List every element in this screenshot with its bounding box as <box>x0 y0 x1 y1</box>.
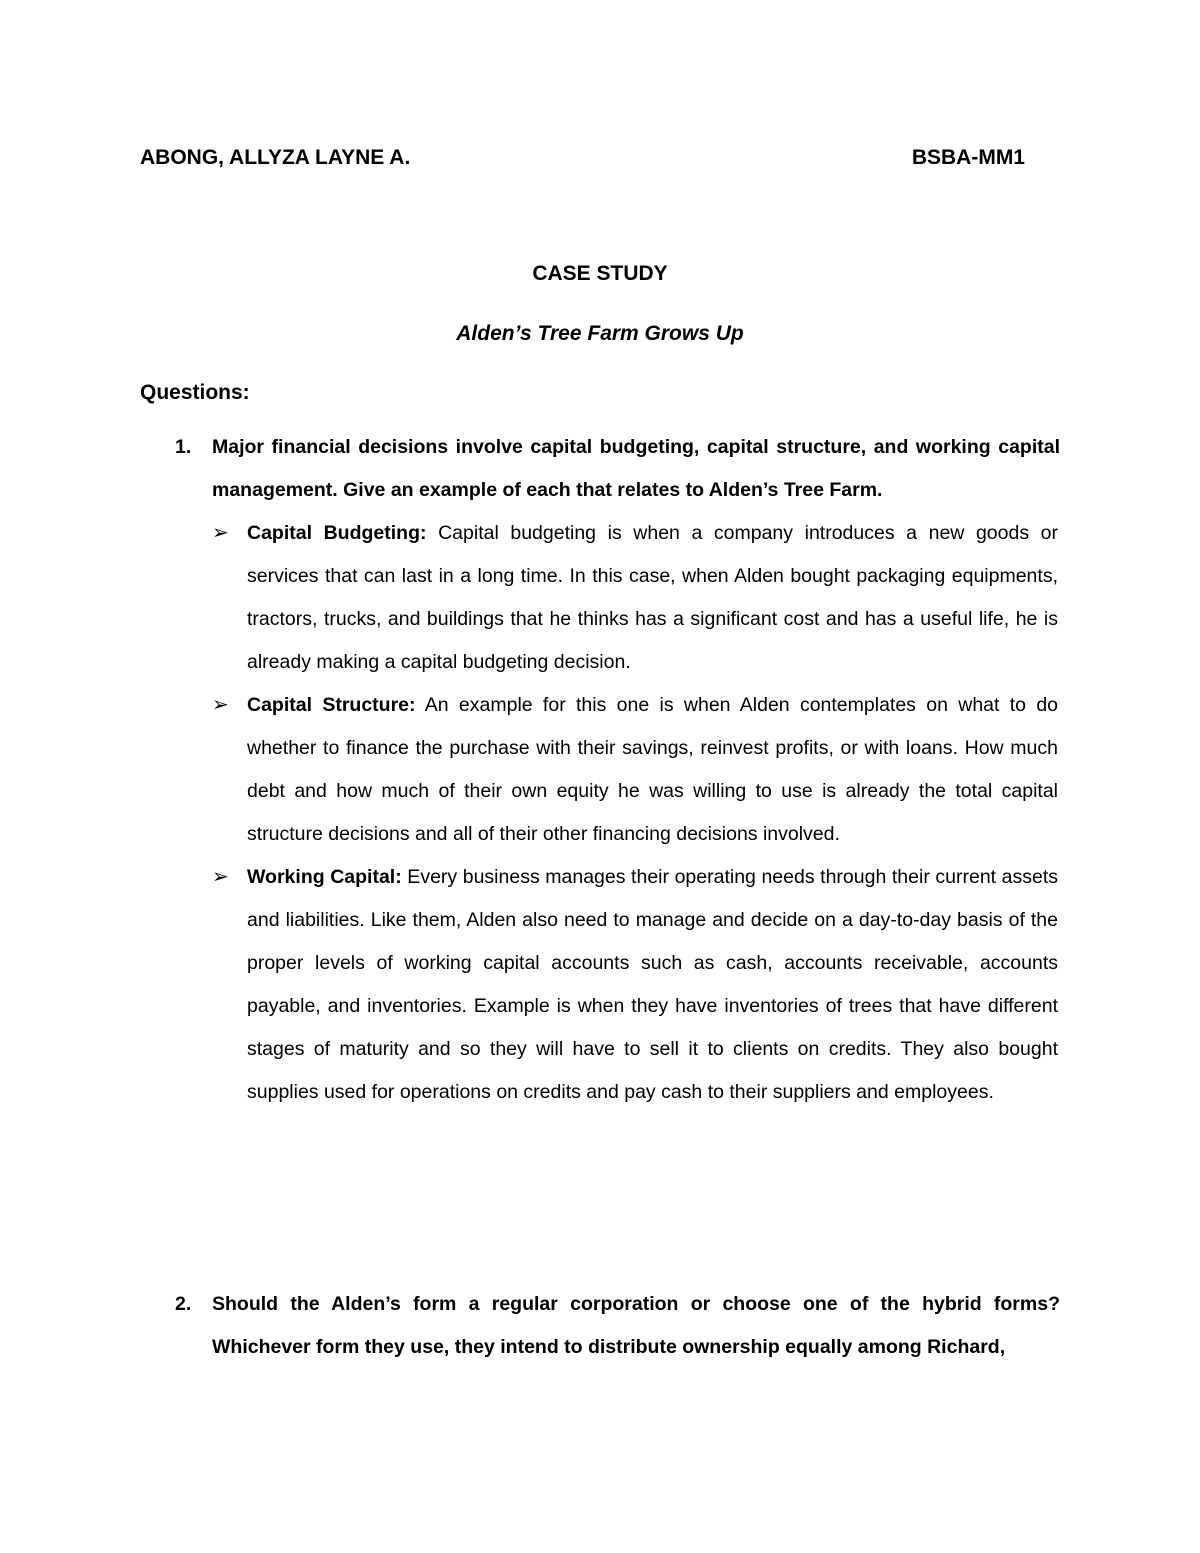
question-text: Major financial decisions involve capital budgeting, capital structure, and working capital management. Give an example of each that relates to Alden’s Tree Farm. <box>212 436 1060 501</box>
answer-lead: Capital Structure: <box>247 694 416 716</box>
answer-capital-structure <box>212 684 1058 856</box>
arrow-bullet-icon: ➢ <box>212 694 229 716</box>
answer-body: An example for this one is when Alden contemplates on what to do whether to finance the purchase with their savings, reinvest profits, or with loans. How much debt and how much of their own equity he was willing to use is already the total capital structure decisions and all of their other financing decisions involved. <box>247 694 1059 845</box>
answer-working-capital <box>212 856 1058 1114</box>
document-title: CASE STUDY <box>532 262 668 285</box>
arrow-bullet-icon: ➢ <box>212 522 229 544</box>
question-1 <box>175 426 1060 512</box>
answer-body: Capital budgeting is when a company introduces a new goods or services that can last in a long time. In this case, when Alden bought packaging equipments, tractors, trucks, and buildings that he thinks has a significant cost and has a useful life, he is already making a capital budgeting decision. <box>247 522 1059 673</box>
question-number: 2. <box>175 1293 192 1315</box>
answer-lead: Working Capital: <box>247 866 402 888</box>
document-subtitle: Alden’s Tree Farm Grows Up <box>456 322 744 345</box>
answer-body: Every business manages their operating needs through their current assets and liabilities. Like them, Alden also need to manage and decide on a day-to-day basis of the proper levels of working capital accounts such as cash, accounts receivable, accounts payable, and inventories. Example is when they have inventories of trees that have different stages of maturity and so they will have to sell it to clients on credits. They also bought supplies used for operations on credits and pay cash to their suppliers and employees. <box>247 866 1059 1103</box>
student-name: ABONG, ALLYZA LAYNE A. <box>140 146 411 169</box>
document-header <box>140 146 1025 170</box>
answer-capital-budgeting <box>212 512 1058 684</box>
question-2 <box>175 1283 1060 1369</box>
student-section: BSBA-MM1 <box>911 146 1025 169</box>
answer-list <box>212 512 1058 1114</box>
answer-lead: Capital Budgeting: <box>247 522 427 544</box>
arrow-bullet-icon: ➢ <box>212 866 229 888</box>
questions-heading: Questions: <box>140 381 250 404</box>
question-number: 1. <box>175 436 192 458</box>
question-text: Should the Alden’s form a regular corporation or choose one of the hybrid forms? Whichever form they use, they intend to distribute ownership equally among Richard, <box>212 1293 1060 1358</box>
